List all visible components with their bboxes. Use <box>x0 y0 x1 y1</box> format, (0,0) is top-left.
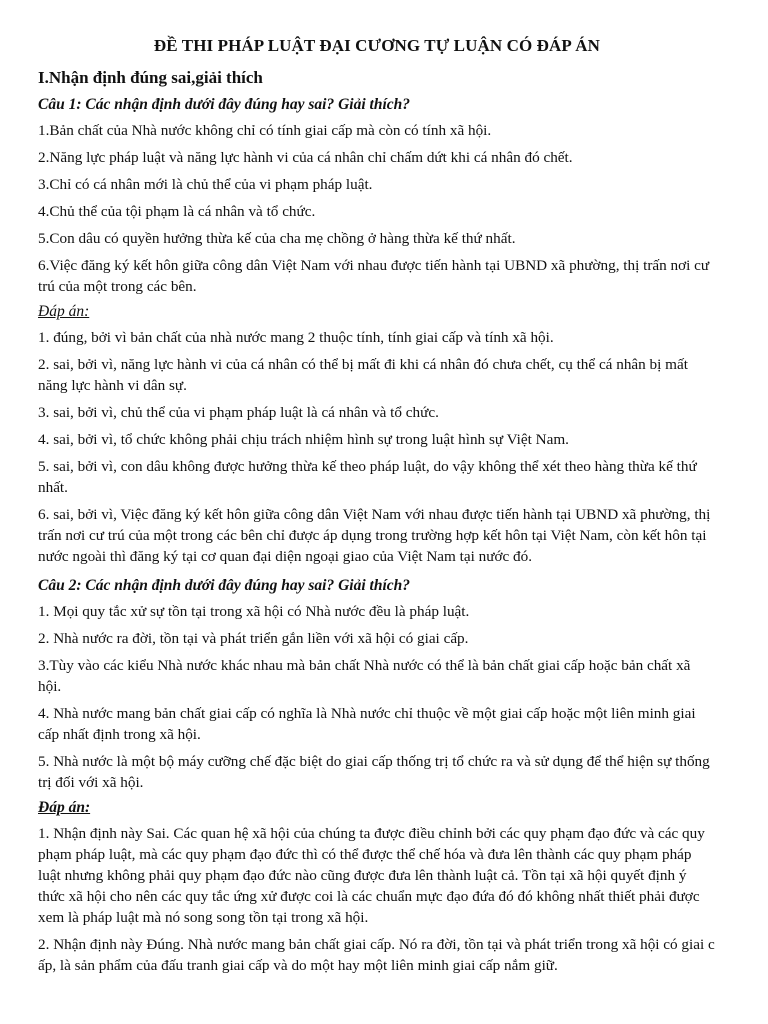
question-1-answer-1: 1. đúng, bởi vì bản chất của nhà nước mang 2 thuộc tính, tính giai cấp và tính xã hội. <box>38 329 554 346</box>
question-2-item-3: 3.Tùy vào các kiểu Nhà nước khác nhau mà bản chất Nhà nước có thể là bản chất giai cấp hoặc bản chất xã hội. <box>38 657 691 695</box>
question-2-answers <box>38 823 716 976</box>
question-1-answer-heading: Đáp án: <box>38 303 90 320</box>
question-1-heading: Câu 1: Các nhận định dưới đây đúng hay sai? Giải thích? <box>38 96 411 113</box>
question-1-answer-4: 4. sai, bởi vì, tổ chức không phải chịu trách nhiệm hình sự trong luật hình sự Việt Nam. <box>38 431 569 448</box>
document-title: ĐỀ THI PHÁP LUẬT ĐẠI CƯƠNG TỰ LUẬN CÓ ĐÁP ÁN <box>153 36 601 55</box>
question-1-item-6: 6.Việc đăng ký kết hôn giữa công dân Việt Nam với nhau được tiến hành tại UBND xã phường, thị trấn nơi cư trú của một trong các bên. <box>38 257 710 295</box>
question-2-answer-2: 2. Nhận định này Đúng. Nhà nước mang bản chất giai cấp. Nó ra đời, tồn tại và phát triển trong xã hội có giai c ấp, là sản phẩm của đấu tranh giai cấp và do một hay một liên minh giai cấp nắm giữ. <box>38 936 715 974</box>
question-2-items <box>38 601 716 793</box>
question-1-answer-2: 2. sai, bởi vì, năng lực hành vi của cá nhân có thể bị mất đi khi cá nhân đó chưa chết, cụ thể cá nhân bị mất năng lực hành vi dân sự. <box>38 356 688 394</box>
question-1-item-4: 4.Chủ thể của tội phạm là cá nhân và tổ chức. <box>38 203 316 220</box>
question-2-answer-1: 1. Nhận định này Sai. Các quan hệ xã hội của chúng ta được điều chỉnh bởi các quy phạm đạo đức và các quy phạm pháp luật, mà các quy phạm đạo đức thì có thể được thể chế hóa và đưa lên thành các quy phạm pháp luật nhưng không phải quy phạm đạo đức nào cũng được đưa lên thành luật cả. Tồn tại xã hội quyết định ý thức xã hội cho nên các quy tắc ứng xử được coi là các chuẩn mực đạo đứa đó đó không nhất thiết phải được xem là pháp luật mà nó song song tồn tại trong xã hội. <box>38 825 705 926</box>
question-1-items <box>38 120 716 297</box>
section-title: I.Nhận định đúng sai,giải thích <box>38 68 263 87</box>
question-2-item-1: 1. Mọi quy tắc xử sự tồn tại trong xã hội có Nhà nước đều là pháp luật. <box>38 603 470 620</box>
question-2-answer-heading: Đáp án: <box>38 799 91 816</box>
question-2-item-5: 5. Nhà nước là một bộ máy cưỡng chế đặc biệt do giai cấp thống trị tổ chức ra và sử dụng để thể hiện sự thống trị đối với xã hội. <box>38 753 710 791</box>
question-1-answer-3: 3. sai, bởi vì, chủ thể của vi phạm pháp luật là cá nhân và tổ chức. <box>38 404 439 421</box>
question-2-item-4: 4. Nhà nước mang bản chất giai cấp có nghĩa là Nhà nước chỉ thuộc về một giai cấp hoặc một liên minh giai cấp nhất định trong xã hội. <box>38 705 696 743</box>
question-1-answers <box>38 327 716 567</box>
question-2-heading: Câu 2: Các nhận định dưới đây đúng hay sai? Giải thích? <box>38 577 411 594</box>
question-1-answer-5: 5. sai, bởi vì, con dâu không được hưởng thừa kế theo pháp luật, do vậy không thể xét theo hàng thừa kế thứ nhất. <box>38 458 697 496</box>
question-1-item-1: 1.Bản chất của Nhà nước không chỉ có tính giai cấp mà còn có tính xã hội. <box>38 122 492 139</box>
question-1-item-3: 3.Chỉ có cá nhân mới là chủ thể của vi phạm pháp luật. <box>38 176 373 193</box>
question-1-item-2: 2.Năng lực pháp luật và năng lực hành vi của cá nhân chỉ chấm dứt khi cá nhân đó chết. <box>38 149 573 166</box>
question-1-answer-6: 6. sai, bởi vì, Việc đăng ký kết hôn giữa công dân Việt Nam với nhau được tiến hành tại UBND xã phường, thị trấn nơi cư trú của một trong các bên chỉ được áp dụng trong trường hợp kết hôn tại Việt Nam, còn kết hôn tại nước ngoài thì đăng ký tại cơ quan đại diện ngoại giao của Việt Nam tại nước đó. <box>38 506 711 565</box>
question-2-item-2: 2. Nhà nước ra đời, tồn tại và phát triển gắn liền với xã hội có giai cấp. <box>38 630 469 647</box>
question-1-item-5: 5.Con dâu có quyền hưởng thừa kế của cha mẹ chồng ở hàng thừa kế thứ nhất. <box>38 230 516 247</box>
